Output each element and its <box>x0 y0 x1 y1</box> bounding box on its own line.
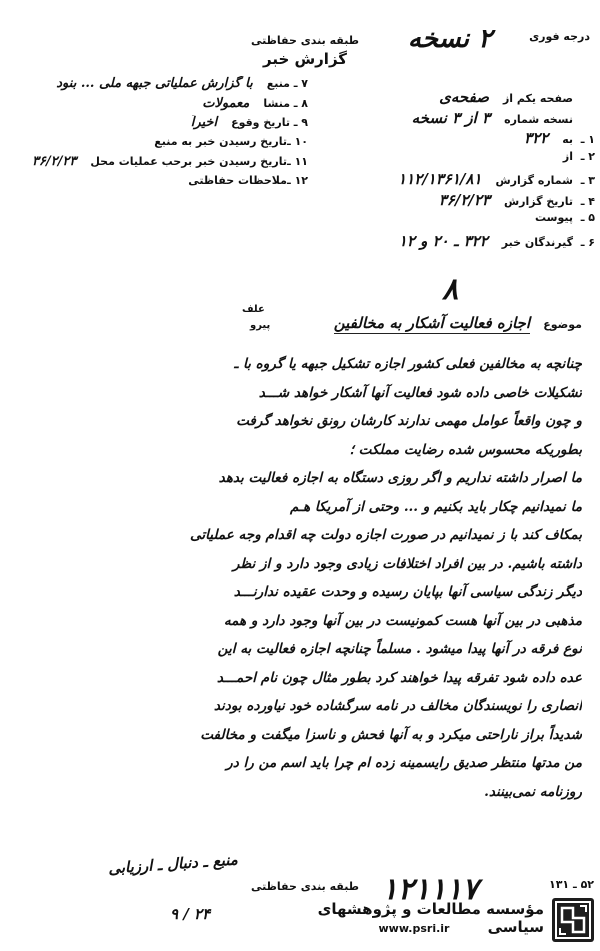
report-body <box>22 350 582 806</box>
field-value: ۳۲۲ ـ ۲۰ و ۱۲ <box>398 231 488 250</box>
document-code: ۵۲ ـ ۱۳۱ <box>548 878 594 891</box>
body-line: بطوریکه محسوس شده رضایت مملکت ؛ <box>349 441 582 458</box>
field-number: ۵ ـ <box>580 211 595 224</box>
field-label: به <box>562 133 573 146</box>
field-number: ۱ ـ <box>580 133 595 146</box>
body-line: چنانچه به مخالفین فعلی کشور اجازه تشکیل جبهه یا گروه با ـ <box>234 356 582 372</box>
form-row <box>8 135 308 155</box>
subject-text: اجازه فعالیت آشکار به مخالفین <box>333 314 530 332</box>
body-line: بمکاف کند با ز نمیدانیم در صورت اجازه دولت چه اقدام وجه عملیاتی <box>189 527 582 543</box>
field-value: ۳۶/۲/۲۳ <box>31 154 77 169</box>
field-label: تاریخ گزارش <box>503 194 573 208</box>
body-line: روزنامه نمی‌بینند. <box>484 783 582 800</box>
body-line: و چون واقعاً عوامل مهمی ندارند کارشان رونق نخواهد گرفت <box>236 413 582 429</box>
field-label: تاریخ رسیدن خبر برحب عملیات محل <box>90 155 287 168</box>
form-row <box>330 150 595 171</box>
field-value: معمولات <box>202 95 250 111</box>
field-number: ۲ ـ <box>580 149 595 163</box>
publisher-url: www.psri.ir <box>378 922 450 935</box>
body-line: تشکیلات خاصی داده شود فعالیت آنها آشکار خواهد شـــد <box>258 384 582 401</box>
field-number: ۷ ـ <box>293 77 308 90</box>
form-row <box>330 129 595 150</box>
form-row <box>330 232 595 253</box>
handwritten-signature-line: منبع ـ دنبال ـ ارزیابی <box>107 850 239 878</box>
urgency-label: درجه فوری <box>529 30 590 43</box>
field-value: صفحه‌ی <box>439 88 489 106</box>
body-line: مذهبی در بین آنها هست کمونیست در بین آنها وجود دارد و همه <box>223 612 582 629</box>
subject-label: موضوع <box>543 318 582 331</box>
form-row <box>330 191 595 212</box>
body-line: عده داده شود تفرقه پیدا خواهند کرد بطور مثال چون نام احمـــد <box>216 669 582 686</box>
field-number: ۱۱ ـ <box>286 155 308 168</box>
field-label: صفحه یکم از <box>502 92 573 105</box>
body-line: شدیداً براز ناراحتی میکرد و به آنها فحش و ناسزا میگفت و مخالفت <box>200 726 582 743</box>
handwritten-numbers: ۹ / ۲۴ <box>169 905 211 923</box>
publisher-logo-icon <box>552 898 594 942</box>
field-label: ملاحظات حفاظتی <box>188 173 287 187</box>
publisher-watermark-text: مؤسسه مطالعات و پژوهشهای سیاسی <box>317 900 544 936</box>
margin-note-followup: پیرو <box>250 320 271 331</box>
field-number: ۳ ـ <box>580 174 595 187</box>
field-label: منبع <box>266 77 290 90</box>
form-row <box>8 96 308 116</box>
form-row <box>330 170 595 191</box>
field-label: نسخه شماره <box>504 112 573 126</box>
form-row <box>330 211 595 232</box>
field-label: منشا <box>263 96 290 110</box>
field-value: ۳۶/۲/۲۳ <box>438 190 490 209</box>
body-line: انصاری را نویسندگان مخالف در نامه سرگشاده خود نیاورده بودند <box>213 698 582 714</box>
right-form-fields <box>330 88 595 252</box>
classification-top: طبقه بندی حفاظتی <box>250 34 360 47</box>
body-line: من مدتها منتظر صدیق رایسمینه زده ام چرا باید اسم من را در <box>226 755 582 771</box>
field-number: ۹ ـ <box>293 116 308 129</box>
body-line: ما اصرار داشته نداریم و اگر روزی دستگاه به اجازه فعالیت بدهد <box>218 470 582 486</box>
field-label: گیرندگان خبر <box>501 235 573 249</box>
field-label: تاریخ وقوع <box>231 116 290 129</box>
margin-note-reference: علف <box>242 304 265 315</box>
field-number: ۸ ـ <box>293 96 308 110</box>
form-row <box>8 115 308 135</box>
form-row <box>330 109 595 130</box>
field-label: شماره گزارش <box>495 174 573 187</box>
field-number: ۱۲ ـ <box>286 173 308 187</box>
field-label: تاریخ رسیدن خبر به منبع <box>154 134 287 148</box>
form-row <box>8 154 308 174</box>
body-line: دیگر زندگی سیاسی آنها بپایان رسیده و وحدت عقیده ندارنـــد <box>233 584 582 600</box>
field-number: ۶ ـ <box>580 235 595 249</box>
classification-bottom: طبقه بندی حفاظتی <box>250 880 360 893</box>
handwritten-copy-count: ۲ نسخه <box>407 24 493 54</box>
handwritten-mark: ۸ <box>441 272 459 307</box>
form-row <box>8 174 308 194</box>
publisher-logo-graphic <box>552 898 594 942</box>
field-value: با گزارش عملیاتی جبهه ملی ... بنود <box>56 76 253 91</box>
field-value: ۳ از ۳ نسخه <box>411 108 491 127</box>
field-label: پیوست <box>535 211 573 224</box>
body-line: نوع فرقه در آنها پیدا میشود . مسلماً چنانچه اجازه فعالیت به این <box>217 641 582 657</box>
field-value: ۱۱۲/۱۳۶۱/۸۱ <box>398 170 482 188</box>
document-number: ۱۲۱۱۱۷ <box>381 872 479 907</box>
form-row <box>330 88 595 109</box>
field-value: ۳۲۲ <box>524 129 549 147</box>
body-line: ما نمیدانیم چکار باید بکنیم و ... وحتی از آمریکا هـم <box>289 498 582 515</box>
report-title: گزارش خبر <box>262 50 348 68</box>
body-line: داشته باشیم. در بین افراد اختلافات زیادی وجود دارد و از نظر <box>232 555 582 572</box>
field-value: اخیراً <box>190 115 218 130</box>
left-form-fields <box>8 76 308 193</box>
field-number: ۱۰ ـ <box>286 134 308 148</box>
form-row <box>8 76 308 96</box>
field-number: ۴ ـ <box>580 194 595 208</box>
field-label: از <box>562 149 573 163</box>
